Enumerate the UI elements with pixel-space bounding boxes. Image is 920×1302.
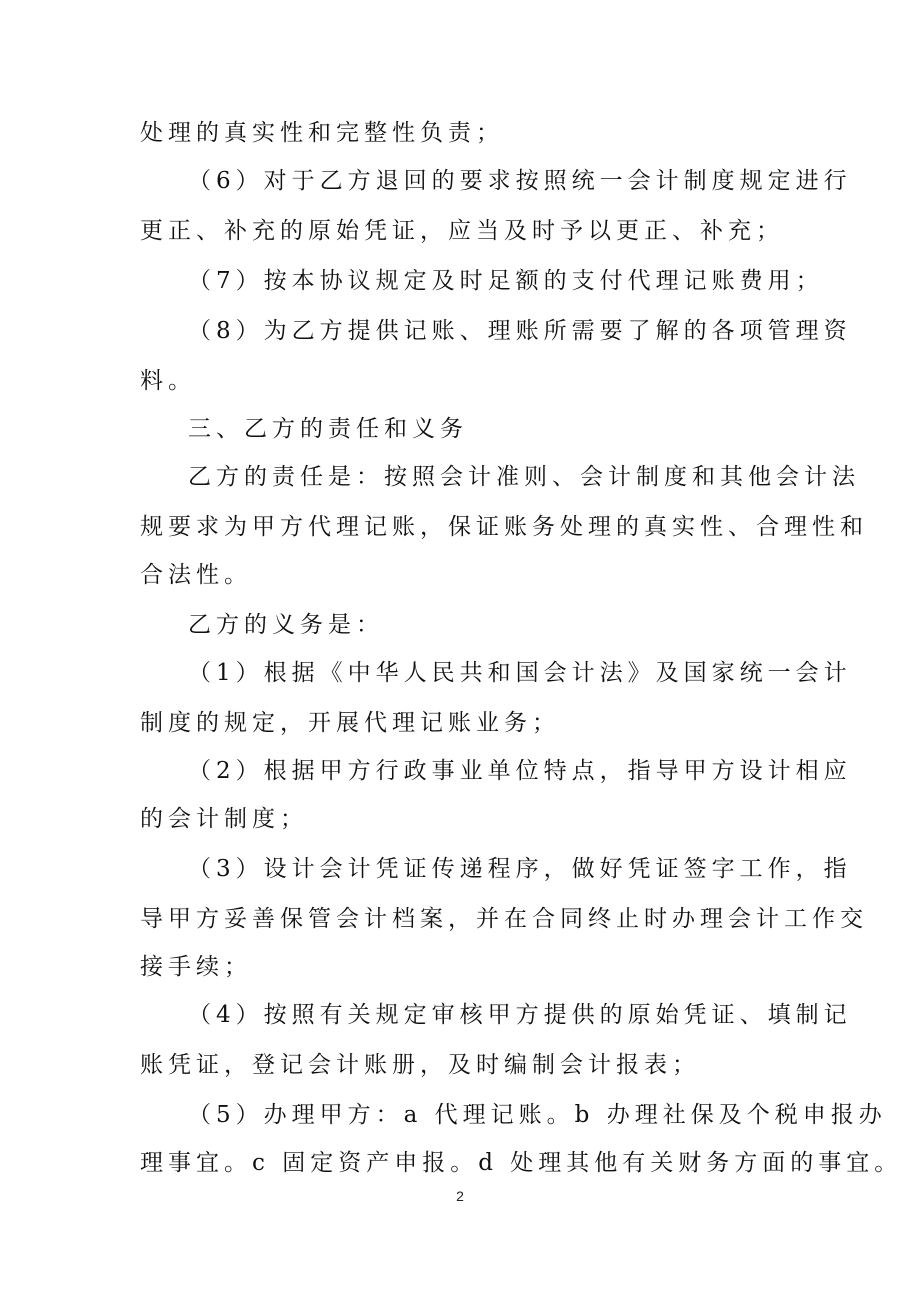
section-heading: 三、乙方的责任和义务 — [188, 416, 468, 442]
text-line: （2）根据甲方行政事业单位特点，指导甲方设计相应 — [188, 758, 852, 784]
text-line: 处理的真实性和完整性负责； — [140, 120, 504, 146]
page-number: 2 — [456, 1188, 464, 1204]
text-line: 的会计制度； — [140, 806, 308, 832]
text-line: （7）按本协议规定及时足额的支付代理记账费用； — [188, 268, 824, 294]
text-line: （6）对于乙方退回的要求按照统一会计制度规定进行 — [188, 168, 852, 194]
text-line: （1）根据《中华人民共和国会计法》及国家统一会计 — [188, 660, 852, 686]
text-line: （4）按照有关规定审核甲方提供的原始凭证、填制记 — [188, 1002, 852, 1028]
text-line: （5）办理甲方：a 代理记账。b 办理社保及个税申报办 — [188, 1102, 887, 1128]
text-line: 乙方的责任是：按照会计准则、会计制度和其他会计法 — [188, 464, 860, 490]
text-line: （3）设计会计凭证传递程序，做好凭证签字工作，指 — [188, 856, 852, 882]
text-line: 料。 — [140, 368, 196, 394]
text-line: 规要求为甲方代理记账，保证账务处理的真实性、合理性和 — [140, 514, 868, 540]
text-line: 理事宜。c 固定资产申报。d 处理其他有关财务方面的事宜。 — [140, 1150, 903, 1176]
text-line: （8）为乙方提供记账、理账所需要了解的各项管理资 — [188, 318, 852, 344]
text-line: 接手续； — [140, 954, 252, 980]
text-line: 制度的规定，开展代理记账业务； — [140, 710, 560, 736]
text-line: 账凭证，登记会计账册，及时编制会计报表； — [140, 1052, 700, 1078]
text-line: 更正、补充的原始凭证，应当及时予以更正、补充； — [140, 218, 784, 244]
text-line: 乙方的义务是： — [188, 612, 384, 638]
text-line: 合法性。 — [140, 562, 252, 588]
text-line: 导甲方妥善保管会计档案，并在合同终止时办理会计工作交 — [140, 906, 868, 932]
